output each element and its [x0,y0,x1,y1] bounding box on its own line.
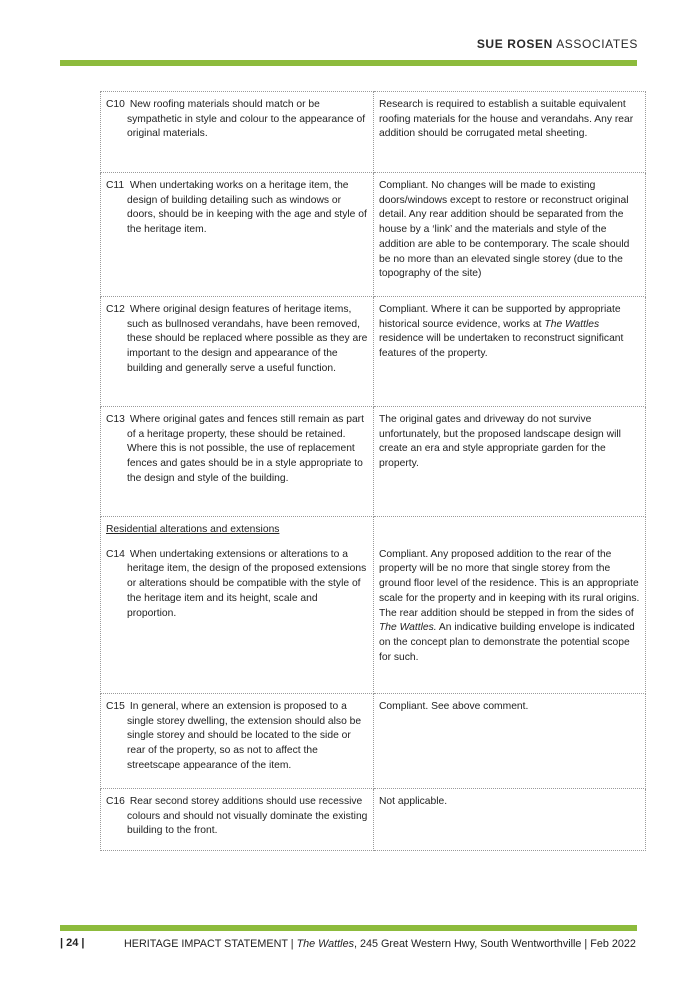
response-cell [374,297,646,407]
brand-logo [477,37,638,51]
response-cell [374,92,646,173]
response-text: Compliant. See above comment. [379,701,529,712]
table-row [101,297,646,407]
clause-text: When undertaking extensions or alterations to a heritage item, the design of the proposed extensions or alterations should be compatible with the style of the heritage item and its height, scale and proportion. [127,548,367,619]
clause-code: C16 [106,796,125,807]
clause-code: C13 [106,414,125,425]
clause-code: C12 [106,304,125,315]
clause-text: New roofing materials should match or be sympathetic in style and colour to the appearance of original materials. [127,99,366,140]
control-cell [101,517,374,694]
table-row [101,92,646,173]
property-name: The Wattles. [379,622,437,634]
response-text: Not applicable. [379,796,448,807]
response-text: Compliant. Where it can be supported by appropriate historical source evidence, works at [379,304,621,330]
footer-address: , 245 Great Western Hwy, South Wentworthville | Feb 2022 [353,938,636,950]
table-row [101,789,646,851]
response-cell [374,407,646,517]
response-cell [374,789,646,851]
control-cell [101,92,374,173]
clause-text: Rear second storey additions should use recessive colours and should not visually dominate the existing building to the front. [127,796,368,837]
response-text: An indicative building envelope is indicated on the concept plan to demonstrate the potential scope for such. [379,622,635,663]
clause-text: Where original gates and fences still remain as part of a heritage property, these should be retained. Where this is not possible, the use of replacement fences and gates should be in a style appropriate to the design and style of the building. [127,414,364,484]
control-cell [101,789,374,851]
control-cell [101,173,374,297]
footer-property-name: The Wattles [296,938,354,950]
page-number: | 24 | [60,937,85,949]
clause-text: In general, where an extension is proposed to a single storey dwelling, the extension should also be single storey and should be located to the side or rear of the property, so as not to affect the streetscape appearance of the item. [127,701,362,771]
table-row [101,694,646,789]
brand-name-light: ASSOCIATES [556,37,638,51]
table-row [101,407,646,517]
clause-text: Where original design features of heritage items, such as bullnosed verandahs, have been removed, these should be replaced where possible as they are important to the design and appearance of the building and generally serve a useful function. [127,304,368,374]
response-text: Compliant. Any proposed addition to the rear of the property will be no more that single storey from the ground floor level of the residence. This is an appropriate scale for the property and in keeping with its rural origins. The rear addition should be stepped in from the sides of [379,548,640,619]
clause-code: C11 [106,180,125,191]
section-heading: Residential alterations and extensions [106,524,280,535]
document-title: HERITAGE IMPACT STATEMENT | [124,938,294,950]
table-row [101,173,646,297]
response-text: Compliant. No changes will be made to existing doors/windows except to restore or reconstruct original detail. Any rear addition should be separated from the house by a ‘link’ and the materials and style of the addition are able to be contemporary. The scale should be no more than an elevated single storey (due to the topography of the site) [379,180,630,280]
response-text: The original gates and driveway do not survive unfortunately, but the proposed landscape design will create an era and style appropriate garden for the property. [379,414,621,470]
heritage-controls-table [100,91,646,851]
brand-name-bold: SUE ROSEN [476,37,553,51]
clause-code: C15 [106,701,125,712]
control-cell [101,694,374,789]
control-cell [101,407,374,517]
clause-code: C10 [106,99,125,110]
response-text: Research is required to establish a suitable equivalent roofing materials for the house and verandahs. Any rear addition should be corrugated metal sheeting. [379,99,634,140]
header-divider [60,60,637,66]
response-cell [374,694,646,789]
response-cell [374,517,646,694]
clause-code: C14 [106,548,125,560]
property-name: The Wattles [544,318,600,330]
table-row [101,517,646,694]
response-text: residence will be undertaken to reconstruct significant features of the property. [379,333,624,360]
response-cell [374,173,646,297]
control-cell [101,297,374,407]
footer-divider [60,925,637,931]
clause-text: When undertaking works on a heritage item, the design of building detailing such as windows or doors, should be in keeping with the age and style of the heritage item. [127,180,367,236]
footer-text [124,938,636,950]
